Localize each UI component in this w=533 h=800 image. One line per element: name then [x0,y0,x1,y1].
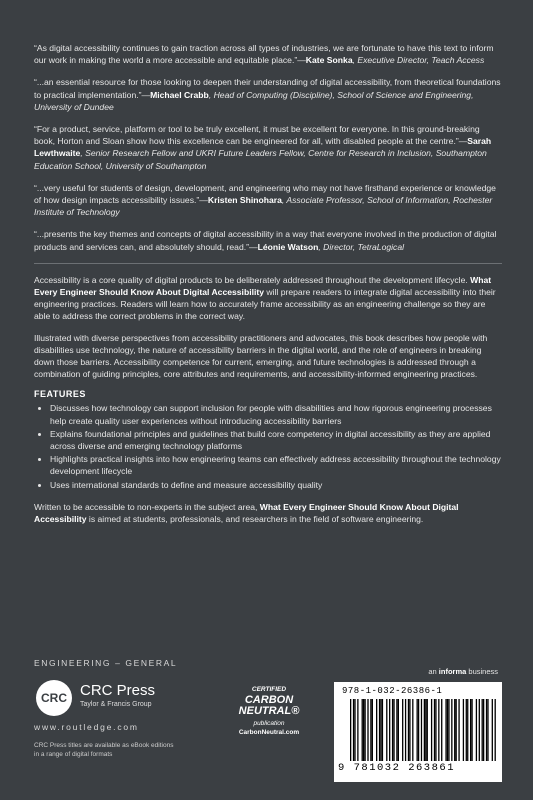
cover-footer [34,658,502,788]
barcode-icon [350,699,496,761]
publisher-group: Taylor & Francis Group [80,701,152,708]
features-list [34,402,502,490]
quote-4: “...very useful for students of design, development, and engineering who may not have firsthand experience or knowledge of how design impacts accessibility issues.”—Kristen Shinohara, Associate Professor, School of Information, Rochester Institute of Technology [34,182,496,218]
divider [34,263,502,264]
quote-2: “...an essential resource for those looking to deepen their understanding of digital accessibility, from theoretical foundations to practical implementation.”—Michael Crabb, Head of Computing (Discipline), School of Science and Engineering, University of Dundee [34,77,501,112]
quote-1: “As digital accessibility continues to gain traction across all types of industries, we are fortunate to have this text to inform our work in making the world a more accessible and equitable place.”—Kate Sonka, Executive Director, Teach Access [34,43,494,66]
book-title: What Every Engineer Should Know About Digital Accessibility [34,501,459,525]
list-item: • Highlights practical insights into how engineering teams can effectively address accessibility throughout the technology development lifecycle [50,453,502,477]
quote-author: Sarah Lewthwaite [34,136,492,159]
crc-logo: CRC [36,680,72,716]
publisher-name: CRC Press [80,682,156,699]
series-label: ENGINEERING – GENERAL [34,658,178,668]
ebook-note: CRC Press titles are available as eBook editions in a range of digital formats [34,742,174,758]
ean-number: 9 781032 263861 [338,762,456,774]
closing-paragraph: Written to be accessible to non-experts in the subject area, What Every Engineer Should Know About Digital Accessibility is aimed at students, professionals, and researchers in the field of software engineering. [34,501,459,525]
description-1: Accessibility is a core quality of digital products to be deliberately addressed throughout the development lifecycle. What Every Engineer Should Know About Digital Accessibility will prepare readers to integrate digital accessibility into their engineering practices. Readers will learn how to accurately frame accessibility as an engineering challenge so they are able to address the correct problems in the correct way. [34,274,496,322]
list-item: • Discusses how technology can support inclusion for people with disabilities and how rigorous engineering processes help create quality user experiences without introducing accessibility barriers [50,402,502,426]
book-title: What Every Engineer Should Know About Digital Accessibility [34,274,492,298]
barcode-box [334,682,502,782]
quote-author: Kristen Shinohara [207,195,282,206]
informa-tagline: an informa business [428,667,498,676]
quote-author: Michael Crabb [150,89,209,100]
list-item: • Explains foundational principles and guidelines that build core competency in digital accessibility as they are applied across diverse and emerging technology platforms [50,428,502,452]
quote-3: “For a product, service, platform or tool to be truly excellent, it must be excellent for everyone. In this ground-breaking book, Horton and Sloan show how this excellence can be engineered for all, with disabled people at the centre.”—Sarah Lewthwaite, Senior Research Fellow and UKRI Future Leaders Fellow, Centre for Research in Inclusion, Southampton Education School, University of Southampton [34,124,492,171]
quote-author: Kate Sonka [305,55,353,66]
carbon-neutral-logo: CERTIFIED CARBON NEUTRAL® publication CarbonNeutral.com [238,686,300,736]
back-cover-text [34,42,502,534]
description-2: Illustrated with diverse perspectives from accessibility practitioners and advocates, this book describes how people with disabilities use technology, the nature of accessibility barriers in the digital world, and the role of engineers in breaking down those barriers. Accessibility competence for current, emerging, and future technologies is addressed through a combination of guiding principles, core attributes and requirements, and accessibility-informed engineering practices. [34,332,488,380]
isbn-text: 978-1-032-26386-1 [342,686,443,696]
publisher-url: www.routledge.com [34,722,139,732]
quote-5: “...presents the key themes and concepts of digital accessibility in a way that everyone involved in the production of digital products and services can, and absolutely should, read.”—Léonie Watson, Director, TetraLogical [34,229,497,252]
quote-author: Léonie Watson [257,241,319,252]
features-heading: FEATURES [34,389,86,400]
list-item: • Uses international standards to define and measure accessibility quality [50,479,502,491]
